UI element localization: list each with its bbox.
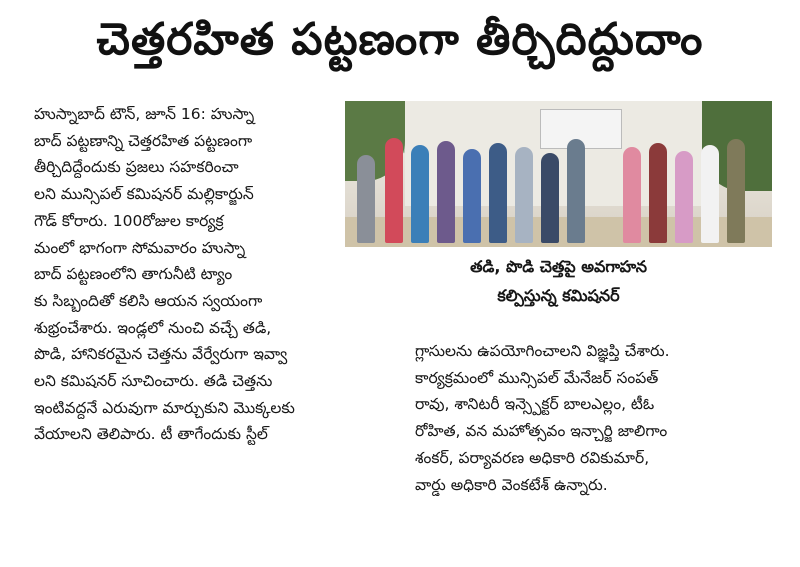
- person: [701, 145, 719, 243]
- article-line: గ్లాసులను ఉపయోగించాలని విజ్ఞప్తి చేశారు.: [415, 342, 670, 360]
- article-line: కార్యక్రమంలో మున్సిపల్ మేనేజర్ సంపత్: [415, 368, 659, 387]
- headline: చెత్తరహిత పట్టణంగా తీర్చిదిద్దుదాం: [96, 14, 704, 65]
- article-line: లని కమిషనర్ సూచించారు. తడి చెత్తను: [34, 372, 273, 391]
- article-line: వేయాలని తెలిపారు. టీ తాగేందుకు స్టీల్: [34, 425, 268, 444]
- person: [515, 147, 533, 243]
- article-line: బాద్ పట్టణంలోని తాగునీటి ట్యాం: [34, 265, 233, 284]
- person: [385, 138, 403, 243]
- article-line: శుభ్రంచేశారు. ఇండ్లలో నుంచి వచ్చే తడి,: [34, 318, 272, 337]
- article-line: మంలో భాగంగా సోమవారం హుస్నా: [34, 238, 246, 257]
- article-line: శంకర్, పర్యావరణ అధికారి రవికుమార్,: [415, 448, 650, 467]
- person: [411, 145, 429, 243]
- article-line: రోహిత, వన మహోత్సవం ఇన్చార్జి జాలిగాం: [415, 422, 668, 441]
- person: [541, 153, 559, 243]
- person: [463, 149, 481, 243]
- article-line: బాద్ పట్టణాన్ని చెత్తరహిత పట్టణంగా: [34, 131, 253, 150]
- photo-caption: [345, 252, 772, 310]
- article-line: వార్డు అధికారి వెంకటేశ్ ఉన్నారు.: [415, 475, 608, 494]
- news-photo: [345, 101, 772, 247]
- article-line: హుస్నాబాద్ టౌన్, జూన్ 16: హుస్నా: [34, 105, 255, 123]
- person: [489, 143, 507, 243]
- article-line: రావు, శానిటరీ ఇన్స్పెక్టర్ బాలఎల్లం, టీఓ: [415, 395, 655, 414]
- article-line: తీర్చిదిద్దేందుకు ప్రజలు సహకరించా: [34, 158, 239, 177]
- person: [567, 139, 585, 243]
- person: [623, 147, 641, 243]
- article-line: ఇంటివద్దనే ఎరువుగా మార్చుకుని మొక్కలకు: [34, 398, 295, 417]
- article-line: పొడి, హానికరమైన చెత్తను వేర్వేరుగా ఇవ్వా: [34, 345, 288, 364]
- photo-caption-line: కల్పిస్తున్న కమిషనర్: [497, 286, 620, 305]
- person: [357, 155, 375, 243]
- article-right-column: [415, 338, 775, 498]
- article-line: లని మున్సిపల్ కమిషనర్ మల్లికార్జున్: [34, 185, 254, 204]
- article-line: గౌడ్ కోరారు. 100రోజుల కార్యక్ర: [34, 211, 224, 230]
- person: [727, 139, 745, 243]
- person: [675, 151, 693, 243]
- article-left-column: [34, 101, 334, 448]
- person: [437, 141, 455, 243]
- person: [649, 143, 667, 243]
- article-line: కు సిబ్బందితో కలిసి ఆయన స్వయంగా: [34, 291, 263, 310]
- photo-caption-line: తడి, పొడి చెత్తపై అవగాహన: [470, 257, 647, 276]
